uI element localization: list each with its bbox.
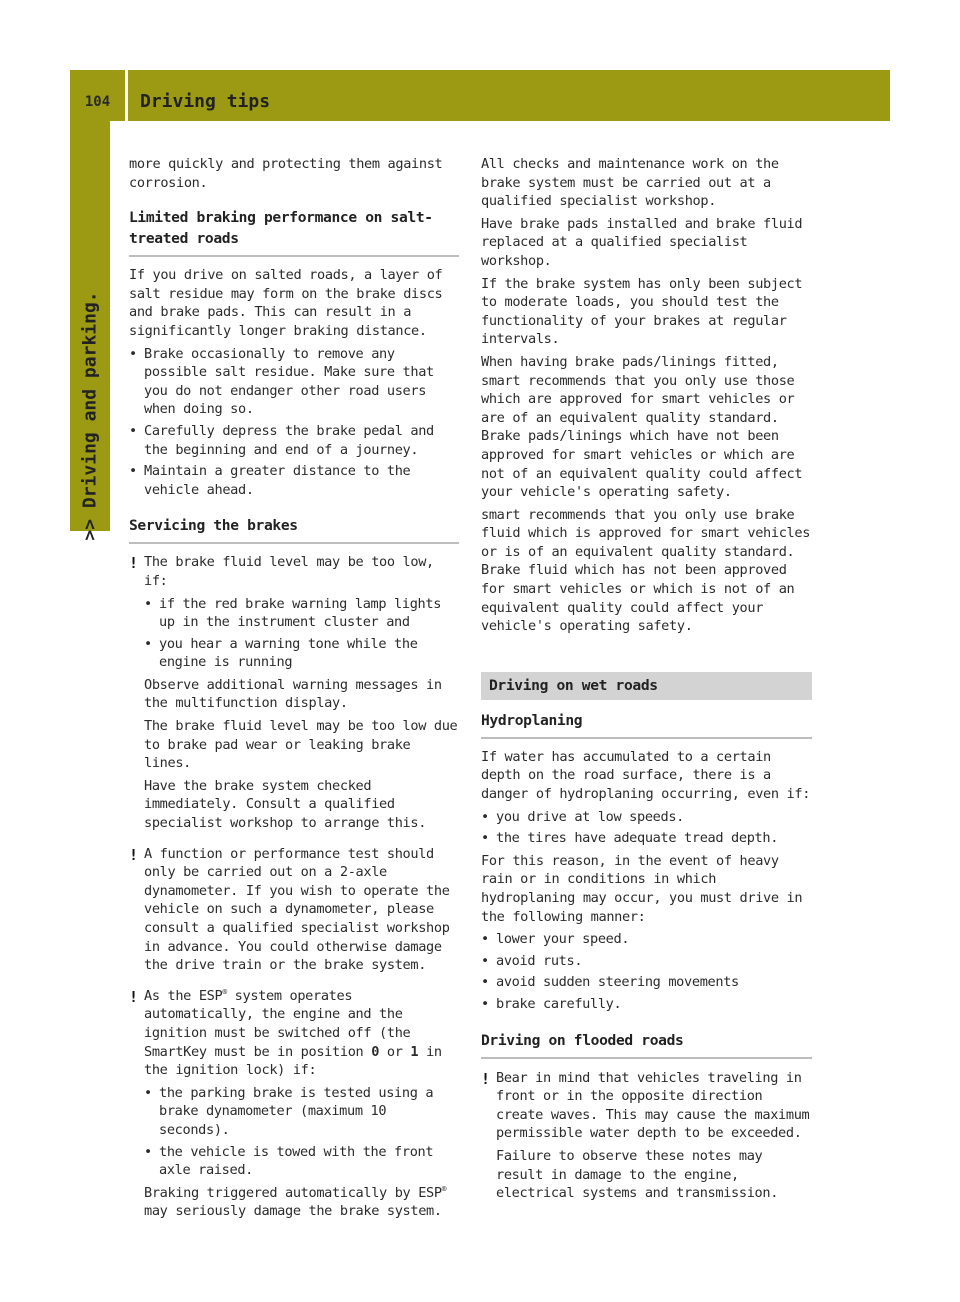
- brake-fluid-warning: [129, 553, 459, 832]
- salt-roads-list: [129, 345, 459, 500]
- paragraph: Have brake pads installed and brake fluid replaced at a qualified specialist workshop.: [481, 215, 803, 269]
- list-item: • Maintain a greater distance to the vehicle ahead.: [129, 462, 459, 499]
- list-item: • Brake occasionally to remove any possible salt residue. Make sure that you do not endanger other road users when doing so.: [129, 345, 459, 419]
- registered-mark: ®: [222, 987, 227, 997]
- list-item: • Carefully depress the brake pedal and the beginning and end of a journey.: [129, 422, 459, 459]
- driving-manner-list: [481, 930, 812, 1013]
- warning-text-part: Braking triggered automatically by ESP: [144, 1184, 442, 1201]
- exclamation-icon: !: [129, 845, 138, 864]
- exclamation-icon: !: [129, 554, 138, 573]
- warning-text: [144, 1184, 459, 1221]
- list-item: • the vehicle is towed with the front axle raised.: [144, 1143, 459, 1180]
- paragraph: For this reason, in the event of heavy rain or in conditions in which hydroplaning may occur, you must drive in the following manner:: [481, 852, 803, 925]
- warning-text: Failure to observe these notes may result in damage to the engine, electrical systems and transmission.: [496, 1147, 779, 1202]
- salt-roads-heading: Limited braking performance on salt-treated roads: [129, 207, 459, 257]
- servicing-heading: Servicing the brakes: [129, 515, 459, 544]
- warning-text-part: may seriously damage the brake system.: [144, 1203, 442, 1220]
- warning-text: The brake fluid level may be too low, if:: [144, 554, 434, 589]
- warning-text: A function or performance test should only be carried out on a 2-axle dynamometer. If you wish to operate the vehicle on such a dynamometer, please consult a qualified specialist workshop in advance. You could otherwise damage the drive train or the brake system.: [144, 845, 450, 974]
- intro-paragraph: more quickly and protecting them against corrosion.: [129, 156, 443, 191]
- warning-text: [144, 987, 459, 1080]
- flooded-roads-heading: Driving on flooded roads: [481, 1030, 812, 1059]
- side-tab-label: >> Driving and parking.: [79, 291, 101, 541]
- registered-mark: ®: [441, 1184, 447, 1194]
- position-1-label: 1: [410, 1043, 419, 1060]
- list-item: • you hear a warning tone while the engine is running: [144, 635, 459, 672]
- right-column: [481, 155, 812, 1207]
- exclamation-icon: !: [129, 987, 138, 1006]
- warning-text-part: or: [379, 1043, 411, 1060]
- warning-text-part: system operates automatically, the engine and the ignition must be switched off (the SmartKey must be in position: [144, 987, 411, 1060]
- warning-text: Bear in mind that vehicles traveling in front or in the opposite direction create waves. This may cause the maximum permissible water depth to be exceeded.: [496, 1069, 810, 1142]
- list-item: • lower your speed.: [481, 930, 812, 949]
- list-item: • brake carefully.: [481, 995, 812, 1014]
- warning-text: The brake fluid level may be too low due to brake pad wear or leaking brake lines.: [144, 718, 458, 772]
- list-item: • avoid sudden steering movements: [481, 973, 812, 992]
- dynamometer-warning: [129, 845, 459, 975]
- list-item: • if the red brake warning lamp lights up in the instrument cluster and: [144, 595, 459, 632]
- warning-text: Observe additional warning messages in the multifunction display.: [144, 676, 442, 712]
- list-item: • the tires have adequate tread depth.: [481, 829, 812, 848]
- exclamation-icon: !: [481, 1069, 490, 1088]
- salt-roads-text: If you drive on salted roads, a layer of salt residue may form on the brake discs and brake pads. This can result in a significantly longer braking distance.: [129, 267, 443, 339]
- paragraph: When having brake pads/linings fitted, smart recommends that you only use those which are approved for smart vehicles or are of an equivalent quality standard. Brake pads/linings which have not been approved for smart vehicles or which are not of an equivalent quality could affect your vehicle's operating safety.: [481, 353, 803, 501]
- warning-list: [144, 595, 459, 672]
- hydroplaning-list: [481, 808, 812, 848]
- list-item: • avoid ruts.: [481, 952, 812, 971]
- page-title: Driving tips: [140, 91, 271, 112]
- paragraph: If water has accumulated to a certain depth on the road surface, there is a danger of hydroplaning occurring, even if:: [481, 748, 811, 803]
- page-number: 104: [84, 94, 111, 110]
- list-item: • you drive at low speeds.: [481, 808, 812, 827]
- esp-warning: [129, 987, 459, 1221]
- list-item: • the parking brake is tested using a brake dynamometer (maximum 10 seconds).: [144, 1084, 459, 1140]
- left-column: [129, 155, 459, 1225]
- flooded-roads-warning: [481, 1069, 812, 1203]
- position-0-label: 0: [371, 1043, 380, 1060]
- hydroplaning-heading: Hydroplaning: [481, 710, 812, 739]
- paragraph: If the brake system has only been subject to moderate loads, you should test the functionality of your brakes at regular intervals.: [481, 275, 803, 348]
- warning-text-part: As the ESP: [144, 987, 223, 1004]
- warning-text: Have the brake system checked immediately. Consult a qualified specialist workshop to arrange this.: [144, 777, 427, 832]
- paragraph: smart recommends that you only use brake fluid which is approved for smart vehicles or is of an equivalent quality standard. Brake fluid which has not been approved for smart vehicles or which is not of an equivalent quality could affect your vehicle's operating safety.: [481, 506, 811, 635]
- wet-roads-banner: Driving on wet roads: [481, 672, 812, 700]
- warning-text-part: in the ignition lock) if:: [144, 1043, 442, 1079]
- warning-list: [144, 1084, 459, 1180]
- header-separator: [125, 70, 128, 121]
- paragraph: All checks and maintenance work on the brake system must be carried out at a qualified specialist workshop.: [481, 156, 779, 210]
